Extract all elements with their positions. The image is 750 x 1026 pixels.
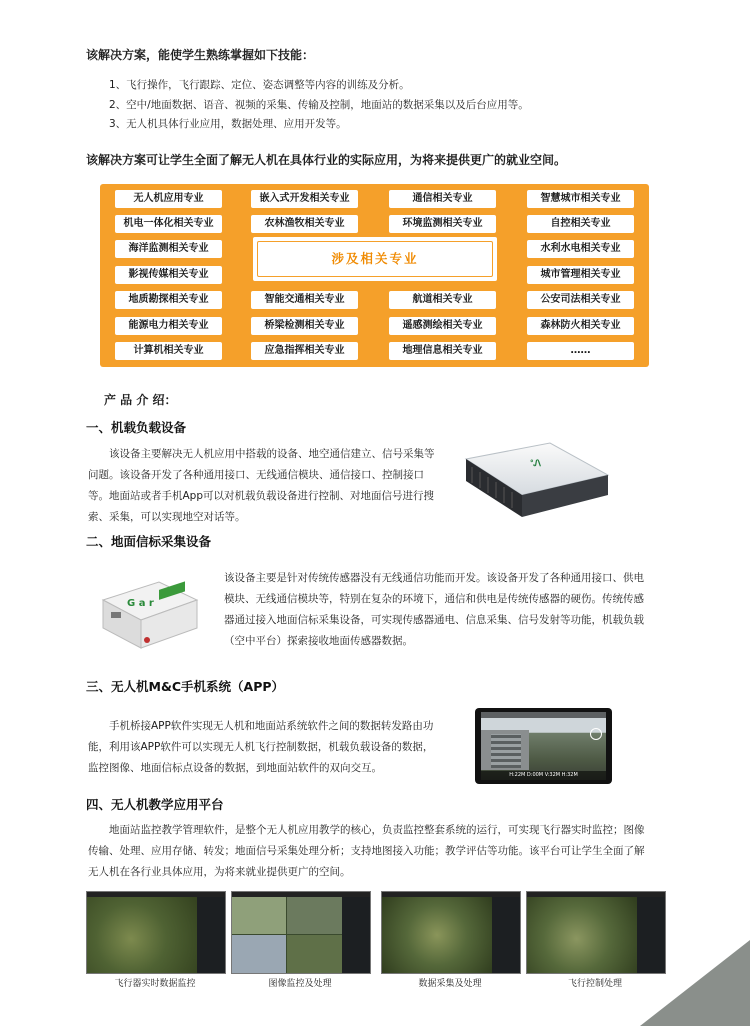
major-chip: 嵌入式开发相关专业 [251, 190, 358, 208]
skill-item: 3、无人机具体行业应用，数据处理、应用开发等。 [109, 118, 347, 130]
major-chip: 影视传媒相关专业 [115, 266, 222, 284]
section-body: 地面站监控教学管理软件，是整个无人机应用教学的核心，负责监控整套系统的运行，可实现飞行器实时监控；图像传输、处理、应用存储、转发；地面信号采集处理分析；支持地图接入功能；教学评估等功能。该平台可让学生全面了解无人机在各行业具体应用，为将来就业提供更广的空间。 [88, 824, 645, 878]
intro-title: 该解决方案，能使学生熟练掌握如下技能： [86, 48, 315, 62]
major-chip: 能源电力相关专业 [115, 317, 222, 335]
major-chip: 水利水电相关专业 [527, 240, 634, 258]
major-chip: 环境监测相关专业 [389, 215, 496, 233]
screenshot-caption: 飞行控制处理 [567, 979, 622, 989]
section-body: 该设备主要解决无人机应用中搭载的设备、地空通信建立、信号采集等问题。该设备开发了各种通用接口、无线通信模块、通信接口、控制接口等。地面站或者手机App可以对机载负载设备进行控制、对地面信号进行搜索、采集，可以实现地空对话等。 [88, 448, 435, 523]
section-body: 手机桥接APP软件实现无人机和地面站系统软件之间的数据转发路由功能，利用该APP软件可以实现无人机飞行控制数据，机载负载设备的数据，监控图像、地面信标点设备的数据，到地面站软件的双向交互。 [88, 720, 434, 774]
section-title: 三、无人机M&C手机系统（APP） [86, 679, 285, 694]
majors-panel [100, 184, 649, 367]
app-telemetry-readout: H:22M D:00M V:32M H:32M [481, 771, 606, 780]
section-body: 该设备主要是针对传统传感器没有无线通信功能而开发。该设备开发了各种通用接口、供电模块、无线通信模块等，特别在复杂的环境下，通信和供电是传统传感器的硬伤。传统传感器通过接入地面信标采集设备，可实现传感器通电、信息采集、信号发射等功能，机载负载（空中平台）探索接收地面传感器数据。 [224, 572, 644, 647]
section-title: 一、机载负载设备 [86, 420, 187, 435]
device-logo: ᐤᏁ [530, 459, 542, 469]
ground-beacon-device-image [97, 570, 202, 652]
major-chip: 智能交通相关专业 [251, 291, 358, 309]
majors-center-box [253, 237, 497, 281]
major-chip: 桥梁检测相关专业 [251, 317, 358, 335]
major-chip: 农林渔牧相关专业 [251, 215, 358, 233]
major-chip: 计算机相关专业 [115, 342, 222, 360]
screenshot-caption: 数据采集及处理 [418, 979, 482, 989]
major-chip: 城市管理相关专业 [527, 266, 634, 284]
screenshot-caption: 飞行器实时数据监控 [114, 979, 196, 989]
phone-app-image [475, 708, 612, 784]
svg-text:G a r: G a r [127, 598, 154, 609]
majors-center-label: 涉及相关专业 [257, 241, 493, 277]
airborne-device-image [456, 437, 614, 521]
major-chip: 海洋监测相关专业 [115, 240, 222, 258]
data-collection-screenshot [381, 891, 521, 974]
major-chip: 机电一体化相关专业 [115, 215, 222, 233]
monitor-screenshot [86, 891, 226, 974]
major-chip: 自控相关专业 [527, 215, 634, 233]
major-chip: 无人机应用专业 [115, 190, 222, 208]
major-chip: 航道相关专业 [389, 291, 496, 309]
skills-list [109, 76, 529, 135]
image-processing-screenshot [231, 891, 371, 974]
major-chip: 公安司法相关专业 [527, 291, 634, 309]
major-chip: 森林防火相关专业 [527, 317, 634, 335]
major-chip: 智慧城市相关专业 [527, 190, 634, 208]
major-chip: 遥感测绘相关专业 [389, 317, 496, 335]
section-title: 二、地面信标采集设备 [86, 534, 212, 549]
flight-control-screenshot [526, 891, 666, 974]
major-chip: 地质勘探相关专业 [115, 291, 222, 309]
skill-item: 2、空中/地面数据、语音、视频的采集、传输及控制，地面站的数据采集以及后台应用等。 [109, 98, 529, 111]
screenshot-caption: 图像监控及处理 [268, 979, 332, 989]
summary-text: 该解决方案可让学生全面了解无人机在具体行业的实际应用，为将来提供更广的就业空间。 [86, 153, 567, 167]
section-title: 四、无人机教学应用平台 [86, 797, 224, 812]
major-chip: …… [527, 342, 634, 360]
skill-item: 1、飞行操作，飞行跟踪、定位、姿态调整等内容的训练及分析。 [109, 79, 410, 91]
product-heading: 产 品 介 绍： [104, 393, 177, 407]
major-chip: 地理信息相关专业 [389, 342, 496, 360]
major-chip: 通信相关专业 [389, 190, 496, 208]
major-chip: 应急指挥相关专业 [251, 342, 358, 360]
